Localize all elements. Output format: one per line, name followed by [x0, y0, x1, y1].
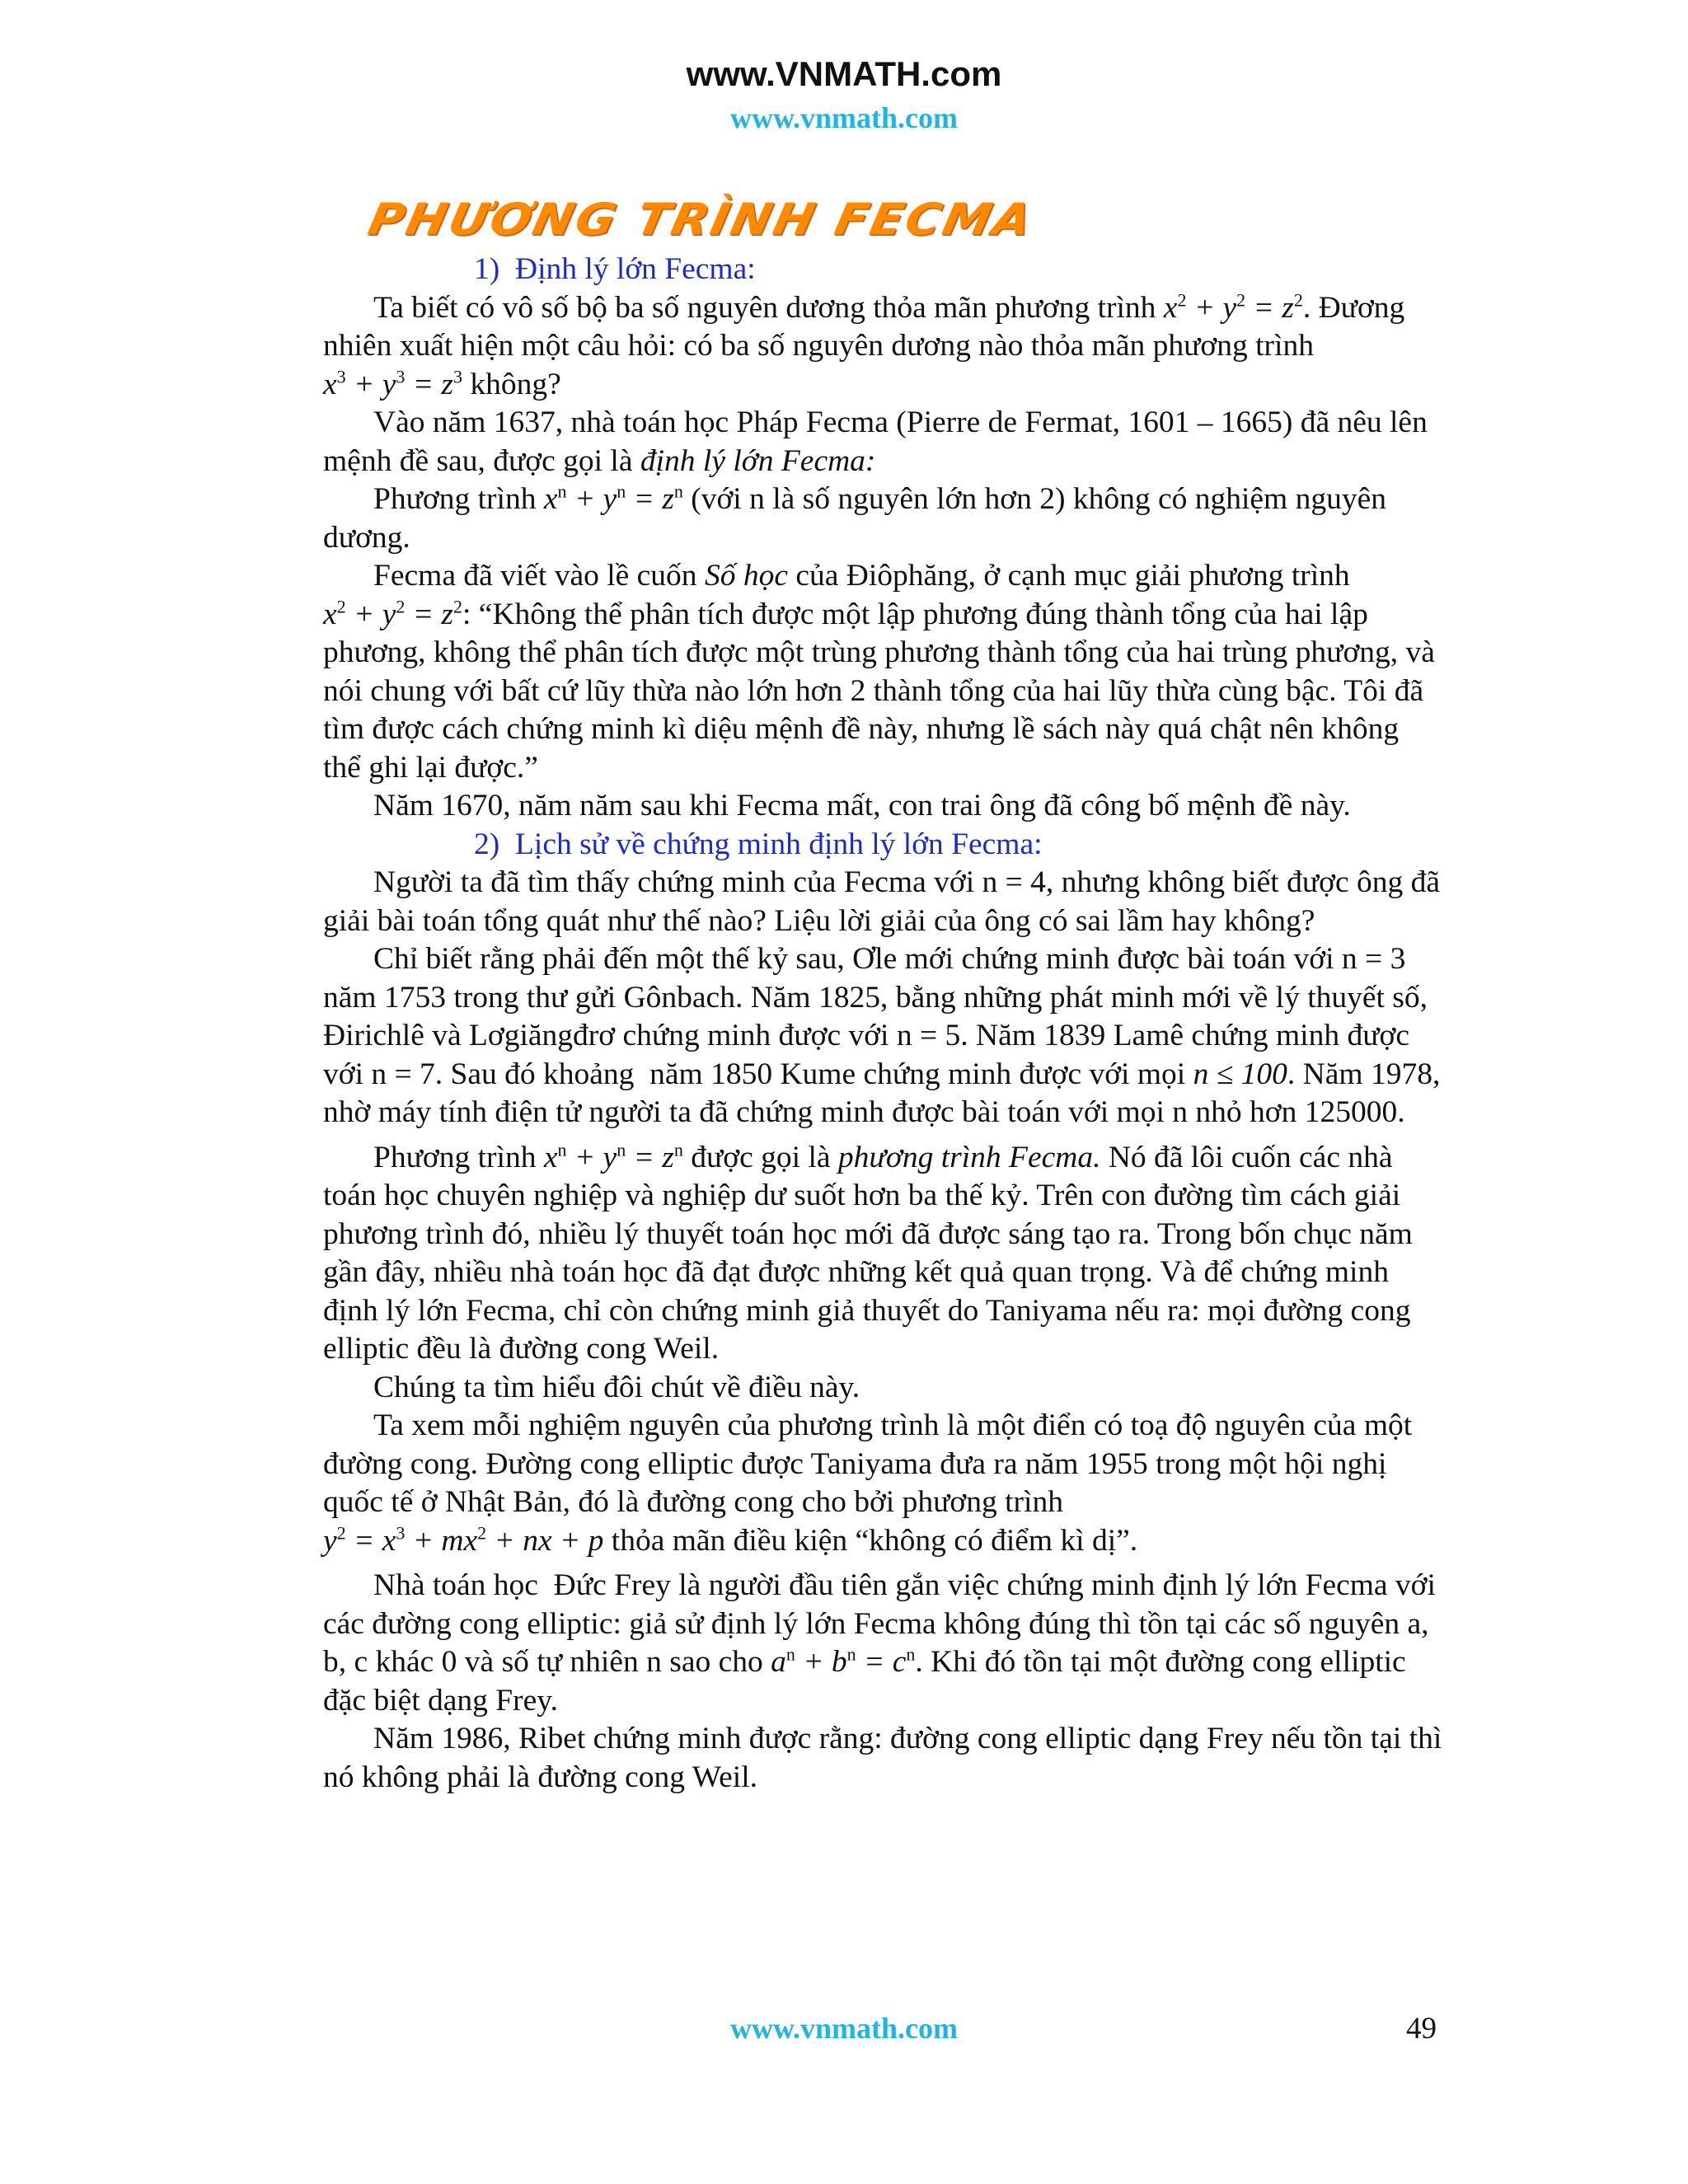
paragraph: [323, 480, 1444, 557]
paragraph: Năm 1670, năm năm sau khi Fecma mất, con trai ông đã công bố mệnh đề này.: [373, 789, 1351, 823]
text-run: Ta xem mỗi nghiệm nguyên của phương trình là một điển có toạ độ nguyên của một đường cong. Đường cong elliptic được Taniyama đưa ra năm 1955 trong một hội nghị quốc tế ở Nhật Bản, đó là đường cong cho bởi phương trình: [323, 1408, 1413, 1519]
paragraph: [323, 557, 1444, 787]
emphasis: phương trình Fecma.: [837, 1140, 1101, 1174]
paragraph: [323, 1407, 1444, 1560]
emphasis: định lý lớn Fecma:: [640, 443, 876, 478]
text-run: Phương trình: [373, 1140, 544, 1174]
paragraph: Chúng ta tìm hiểu đôi chút về điều này.: [373, 1370, 860, 1404]
equation-fermat: $x^n + y^n = z^n$: [543, 1139, 683, 1174]
equation-cubic: $x^3 + y^3 = z^3$: [323, 366, 463, 401]
site-header-main: www.VNMATH.com: [686, 54, 1002, 93]
text-run: Nhà toán học Đức Frey là người đầu tiên gắn việc chứng minh định lý lớn Fecma với các đường cong elliptic: giả sử định lý lớn Fecma không đúng thì tồn tại các số nguyên a, b, c khác 0 và số tự nhiên n sao cho: [323, 1568, 1436, 1679]
paragraph: Năm 1986, Ribet chứng minh được rằng: đường cong elliptic dạng Frey nếu tồn tại thì nó không phải là đường cong Weil.: [323, 1722, 1442, 1794]
paragraph: [323, 289, 1444, 405]
equation-pythagorean: $x^2 + y^2 = z^2$: [1163, 289, 1303, 325]
footer-url: www.vnmath.com: [730, 2012, 958, 2045]
emphasis: Số học: [704, 559, 788, 593]
section-heading-1: 1) Định lý lớn Fecma:: [474, 252, 756, 286]
text-run: Nó đã lôi cuốn các nhà toán học chuyên nghiệp và nghiệp dư suốt hơn ba thế kỷ. Trên con đường tìm cách giải phương trình đó, nhiều lý thuyết toán học mới đã được sáng tạo ra. Trong bốn chục năm gần đây, nhiều nhà toán học đã đạt được những kết quả quan trọng. Và để chứng minh định lý lớn Fecma, chỉ còn chứng minh giả thuyết do Taniyama nếu ra: mọi đường cong elliptic đều là đường cong Weil.: [323, 1140, 1413, 1366]
text-run: Phương trình: [373, 482, 544, 516]
site-header-sub: www.vnmath.com: [730, 101, 958, 134]
text-run: được gọi là: [682, 1140, 838, 1174]
paragraph: [323, 1567, 1444, 1720]
text-run: Chỉ biết rằng phải đến một thế kỷ sau, Ơle mới chứng minh được bài toán với n = 3 năm 1753 trong thư gửi Gônbach. Năm 1825, bằng những phát minh mới về lý thuyết số, Đirichlê và Lơgiăngđrơ chứng minh được với n = 5. Năm 1839 Lamê chứng minh được với n = 7. Sau đó khoảng năm 1850 Kume chứng minh được với mọi: [323, 942, 1428, 1091]
text-run: . Đương nhiên xuất hiện một câu hỏi: có ba số nguyên dương nào thỏa mãn phương trình: [323, 290, 1405, 363]
text-run: : “Không thể phân tích được một lập phương đúng thành tổng của hai lập phương, không thể phân tích được một trùng phương thành tổng của hai trùng phương, và nói chung với bất cứ lũy thừa nào lớn hơn 2 thành tổng của hai lũy thừa cùng bậc. Tôi đã tìm được cách chứng minh kì diệu mệnh đề này, nhưng lề sách này quá chật nên không thể ghi lại được.”: [323, 597, 1435, 785]
equation-bound: n ≤ 100: [1193, 1057, 1287, 1091]
section-heading-2: 2) Lịch sử về chứng minh định lý lớn Fecma:: [474, 827, 1043, 861]
page-title: PHƯƠNG TRÌNH FECMA: [363, 193, 1039, 246]
page-number: 49: [1406, 2012, 1437, 2046]
equation-elliptic: $y^2 = x^3 + mx^2$ + nx + p: [323, 1522, 604, 1558]
paragraph: [323, 940, 1444, 1132]
paragraph: [323, 1139, 1444, 1369]
text-run: Vào năm 1637, nhà toán học Pháp Fecma (Pierre de Fermat, 1601 – 1665) đã nêu lên mệnh đề sau, được gọi là: [323, 405, 1428, 478]
text-run: của Điôphăng, ở cạnh mục giải phương trình: [787, 559, 1350, 593]
text-run: . Khi đó tồn tại một đường cong elliptic đặc biệt dạng Frey.: [323, 1645, 1406, 1718]
equation-pythagorean: $x^2 + y^2 = z^2$: [323, 596, 463, 631]
equation-frey: $a^n + b^n = c^n$: [771, 1643, 916, 1679]
text-run: không?: [462, 367, 561, 401]
text-run: thỏa mãn điều kiện “không có điểm kì dị”.: [603, 1523, 1138, 1558]
text-run: (với n là số nguyên lớn hơn 2) không có nghiệm nguyên dương.: [323, 482, 1386, 555]
text-run: Ta biết có vô số bộ ba số nguyên dương thỏa mãn phương trình: [373, 290, 1164, 325]
paragraph: Người ta đã tìm thấy chứng minh của Fecma với n = 4, nhưng không biết được ông đã giải bài toán tổng quát như thế nào? Liệu lời giải của ông có sai lầm hay không?: [323, 865, 1441, 938]
text-run: . Năm 1978, nhờ máy tính điện tử người ta đã chứng minh được bài toán với mọi n nhỏ hơn 125000.: [323, 1057, 1441, 1129]
equation-fermat: $x^n + y^n = z^n$: [543, 480, 683, 516]
text-run: Fecma đã viết vào lề cuốn: [373, 559, 705, 593]
paragraph: [323, 404, 1444, 480]
article-body: [323, 251, 1444, 1797]
